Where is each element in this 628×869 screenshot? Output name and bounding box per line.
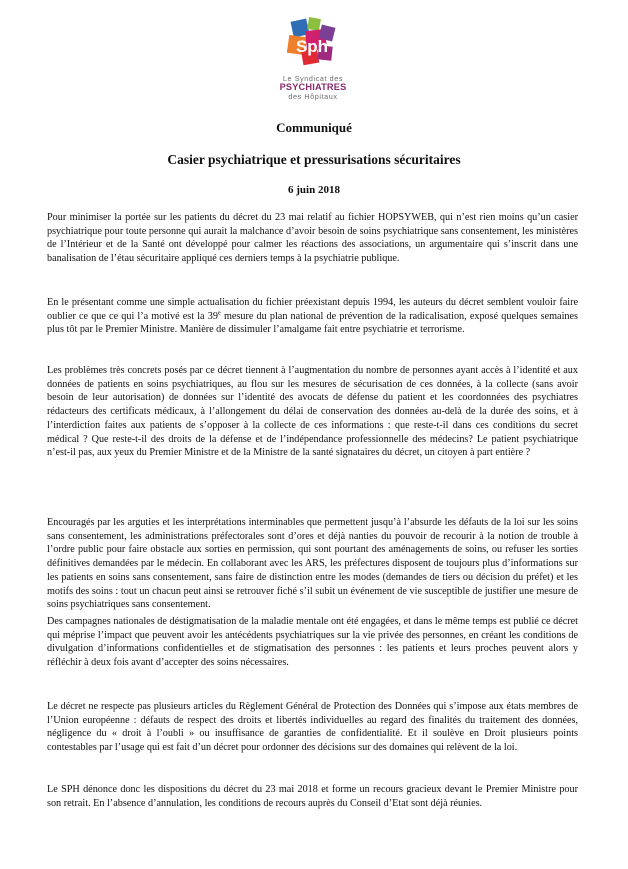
paragraph-2-superscript: e [217,309,221,317]
logo-caption-line2: PSYCHIATRES [279,82,347,92]
document-date: 6 juin 2018 [288,184,340,196]
logo-caption-line3: des Hôpitaux [288,92,338,101]
paragraph-1: Pour minimiser la portée sur les patients du décret du 23 mai relatif au fichier HOPSYWEB, qui n’est rien moins qu’un casier psychiatrique pour toute personne qui aurait la malchance d’avoir besoin de soins psychiatrique sans consentement, les ministères de l’Intérieur et de la Santé ont développé pour calmer les réactions des associations, un argumentaire qui s’inscrit dans une banalisation de l’étau sécuritaire appliqué ces derniers temps à la psychiatrie publique. [47,212,578,265]
paragraph-5: Des campagnes nationales de déstigmatisation de la maladie mentale ont été engagées, et dans le même temps est publié ce décret qui méprise l’impact que peuvent avoir les antécédents psychiatriques sur la vie privée des personnes, en créant les conditions de divulgation d’informations confidentielles et de stigmatisation des personnes : les patients et leurs proches peuvent alors y réfléchir à deux fois avant d’accepter des soins nécessaires. [47,616,578,669]
sph-logo-wordmark: Sph [295,37,329,56]
logo-caption-line1: Le Syndicat des [282,74,344,83]
paragraph-2-text-a: En le présentant comme une simple actualisation du fichier préexistant depuis 1994, les auteurs du décret semblent vouloir faire oublier ce que ce qui l’a motivé est la 39 [47,297,578,322]
paragraph-6: Le décret ne respecte pas plusieurs articles du Règlement Général de Protection des Données qui s’impose aux états membres de l’Union européenne : défauts de respect des droits et libertés individuelles au regard des finalités du traitement des données, négligence du « droit à l’oubli » ou insuffisance de garanties de confidentialité. Et il soulève en Droit plusieurs points contestables par l’usage qui est fait d’un décret pour ordonner des décisions sur des domaines qui relèvent de la loi. [47,701,578,754]
paragraph-2-text-b: mesure du plan national de prévention de la radicalisation, exposé quelques semaines plus tôt par le Premier Ministre. Manière de dissimuler l’amalgame fait entre psychiatrie et terrorisme. [47,310,578,336]
paragraph-4: Encouragés par les arguties et les interprétations interminables que permettent jusqu’à l’absurde les défauts de la loi sur les soins sans consentement, les administrations préfectorales sont d’ores et déjà nanties du pouvoir de recourir à la notion de trouble à l’ordre public pour faire obstacle aux sorties en permission, qui sont pourtant des aménagements de soins, ou refuser les sorties définitives demandées par le médecin. En collaborant avec les ARS, les préfectures disposent de toujours plus d’informations sur les patients en soins sans consentement, sans faire de distinction entre les modes (demandes de tiers ou décision du préfet) et les motifs des soins : tout un chacun peut ainsi se retrouver fiché s’il subit un événement de vie susceptible de justifier une mesure de soins psychiatriques sans consentement. [47,517,578,611]
sph-logo-mark [262,14,362,74]
paragraph-3: Les problèmes très concrets posés par ce décret tiennent à l’augmentation du nombre de personnes ayant accès à l’identité et aux données de patients en soins psychiatriques, au flou sur les mesures de sécurisation de ces données, à la collecte (sans avoir besoin de leur autorisation) de données sur l’identité des avocats de défense du patient et les coordonnées des psychiatres rédacteurs des certificats médicaux, à l’allongement du délai de conservation des données au-delà de la durée des soins, et à l’interdiction faites aux patients de s’opposer à la collecte de ces informations : que reste-t-il dans ces conditions du secret médical ? Que reste-t-il des droits de la défense et de l’indépendance professionnelle des médecins? Le patient psychiatrique n’est-il pas, aux yeux du Premier Ministre et de la Ministre de la santé signataires du décret, un citoyen à part entière ? [47,365,578,459]
paragraph-7: Le SPH dénonce donc les dispositions du décret du 23 mai 2018 et forme un recours gracieux devant le Premier Ministre pour son retrait. En l’absence d’annulation, les conditions de recours auprès du Conseil d’Etat sont déjà réunies. [47,784,578,809]
document-title: Casier psychiatrique et pressurisations sécuritaires [167,152,461,167]
document-label: Communiqué [276,120,352,135]
logo-caption [250,74,376,101]
paragraph-2 [47,296,578,337]
